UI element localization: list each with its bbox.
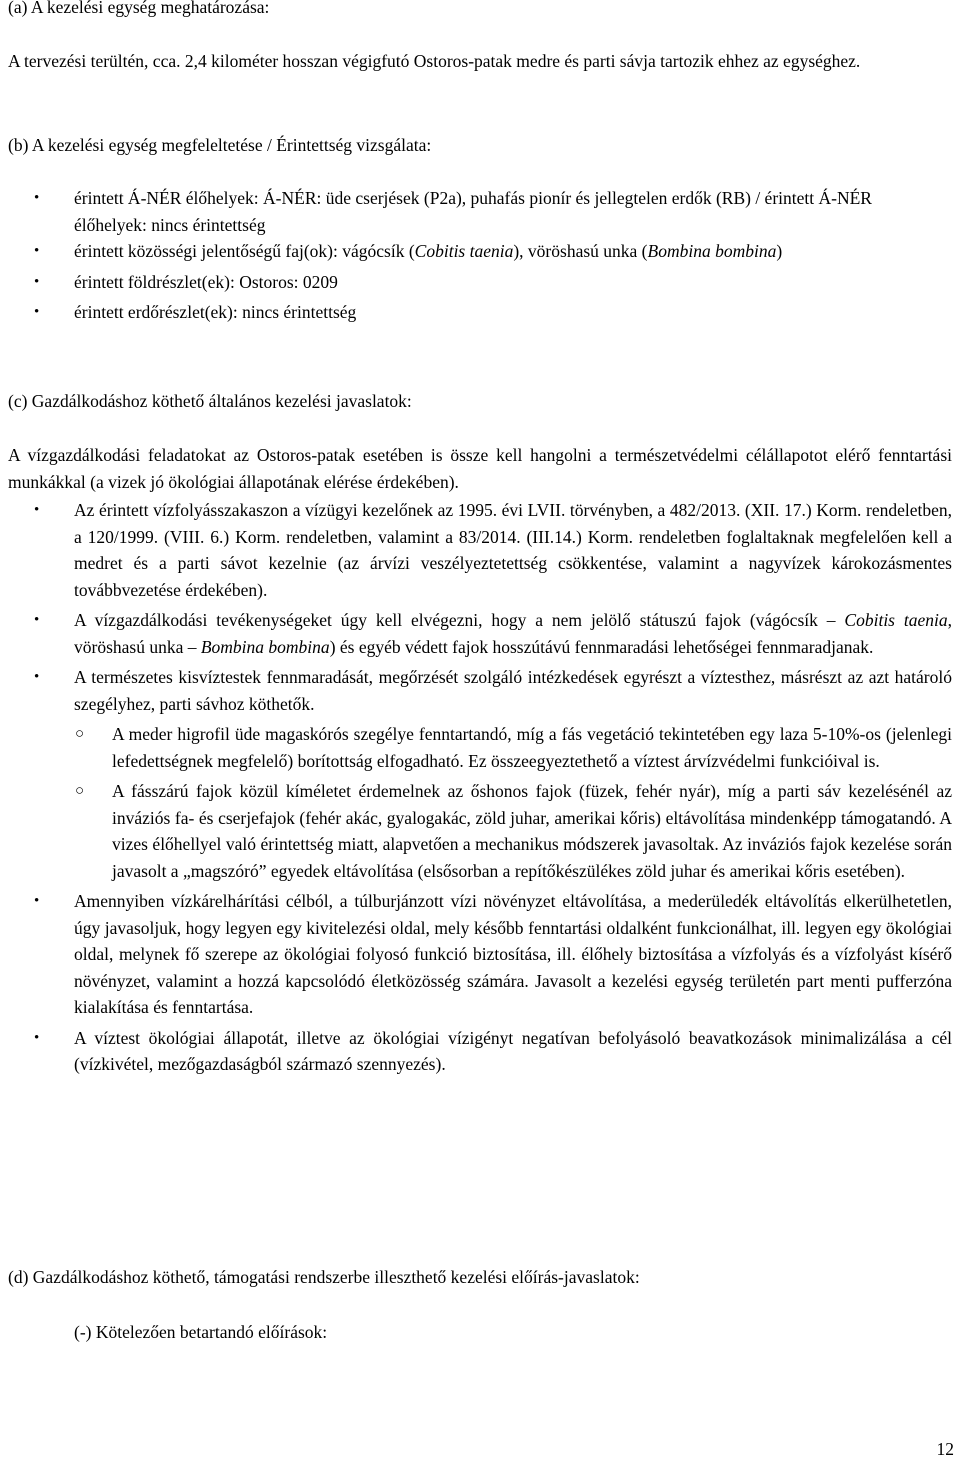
section-c-heading: (c) Gazdálkodáshoz köthető általános kezelési javaslatok: (8, 391, 412, 411)
sub-list-item: ○ A meder higrofil üde magaskórós szegélye fenntartandó, míg a fás vegetáció tekintetében egy laza 5-10%-os (jelenlegi lefedettségnek megfelelő) borítottság elfogadható. Ez összeegyeztethető a víztest árvízvédelmi funkcióival is. (8, 721, 952, 774)
species-name: Cobitis taenia (844, 610, 948, 630)
list-item: • Az érintett vízfolyásszakaszon a vízügyi kezelőnek az 1995. évi LVII. törvényben, a 482/2013. (XII. 17.) Korm. rendeletben, a 120/1999. (VIII. 6.) Korm. rendeletben, valamint a 83/2014. (III.14.) Korm. rendeletben foglaltaknak megfelelően kell a medret és a parti sávot kezelnie (az árvízi veszélyeztetettség csökkentése, valamint a nagyvízek károkozásmentes továbbvezetése érdekében). (8, 497, 952, 603)
bullet-icon: • (34, 669, 40, 685)
list-item: • A vízgazdálkodási tevékenységeket úgy kell elvégezni, hogy a nem jelölő státuszú fajok (vágócsík – Cobitis taenia, vöröshasú unka – Bombina bombina) és egyéb védett fajok hosszútávú fennmaradási lehetőségei fennmaradjanak. (8, 607, 952, 660)
section-b-list (8, 185, 952, 326)
species-name: Bombina bombina (647, 241, 777, 261)
circle-bullet-icon: ○ (75, 726, 85, 742)
list-item: • érintett Á-NÉR élőhelyek: Á-NÉR: üde cserjések (P2a), puhafás pionír és jellegtelen erdők (RB) / érintett Á-NÉR élőhelyek: nincs érintettség (8, 185, 924, 238)
page-number: 12 (936, 1439, 954, 1459)
section-a-text: A tervezési terültén, cca. 2,4 kilométer hosszan végigfutó Ostoros-patak medre és parti sávja tartozik ehhez az egységhez. (8, 51, 861, 71)
species-name: Cobitis taenia (414, 241, 514, 261)
list-item: • A víztest ökológiai állapotát, illetve az ökológiai vízigényt negatívan befolyásoló beavatkozások minimalizálása a cél (vízkivétel, mezőgazdaságból származó szennyezés). (8, 1025, 952, 1078)
bullet-icon: • (34, 273, 40, 290)
list-item: • Amennyiben vízkárelhárítási célból, a túlburjánzott vízi növényzet eltávolítása, a mederüledék eltávolítás elkerülhetetlen, úgy javasoljuk, hogy legyen egy kivitelezési oldal, mely később fenntartási oldalként funkcionálhat, ill. legyen egy ökológiai oldal, melynek fő szerepe az ökológiai folyosó funkció biztosítása, ill. élőhely biztosítása a vízfolyás és a vízfolyást kísérő növényzet, valamint a hozzá kapcsolódó életközösség számára. Javasolt a kezelési egység területén part menti pufferzóna kialakítása és fenntartása. (8, 888, 952, 1021)
bullet-icon: • (34, 304, 40, 320)
section-a-heading: (a) A kezelési egység meghatározása: (8, 0, 270, 17)
bullet-icon: • (34, 612, 40, 628)
section-b-heading: (b) A kezelési egység megfeleltetése / Érintettség vizsgálata: (8, 135, 432, 155)
section-c-intro: A vízgazdálkodási feladatokat az Ostoros-patak esetében is össze kell hangolni a természetvédelmi célállapotot elérő fenntartási munkákkal (a vizek jó ökológiai állapotának elérése érdekében). (8, 445, 952, 492)
bullet-icon: • (34, 1029, 40, 1046)
bullet-icon: • (34, 243, 40, 259)
bullet-icon: • (34, 502, 40, 518)
bullet-icon: • (34, 893, 40, 909)
sub-list-item: ○ A fásszárú fajok közül kíméletet érdemelnek az őshonos fajok (füzek, fehér nyár), míg a parti sáv kezelésénél az inváziós fa- és cserjefajok (fehér akác, gyalogakác, zöld juhar, amerikai kőris) eltávolítása mindenképp támogatandó. A vizes élőhellyel való érintettség miatt, alapvetően a mechanikus módszerek javasoltak. Az inváziós fajok kezelése során javasolt a „magszóró” egyedek eltávolítása (elsősorban a repítőkészülékes zöld juhar és amerikai kőris esetében). (8, 778, 952, 884)
species-name: Bombina bombina (200, 636, 330, 657)
section-d-subheading: (-) Kötelezően betartandó előírások: (74, 1322, 328, 1342)
list-item: • érintett erdőrészlet(ek): nincs érintettség (8, 299, 952, 326)
bullet-icon: • (34, 190, 40, 206)
section-c-list (8, 497, 952, 1078)
list-item: • A természetes kisvíztestek fennmaradását, megőrzését szolgáló intézkedések egyrészt a víztesthez, másrészt az azt határoló szegélyhez, parti sávhoz köthetők. (8, 664, 952, 717)
section-d-heading: (d) Gazdálkodáshoz köthető, támogatási rendszerbe illeszthető kezelési előírás-javaslatok: (8, 1267, 640, 1287)
circle-bullet-icon: ○ (75, 783, 85, 799)
list-item: • érintett földrészlet(ek): Ostoros: 0209 (8, 269, 952, 296)
list-item: • érintett közösségi jelentőségű faj(ok): vágócsík (Cobitis taenia), vöröshasú unka (Bombina bombina) (8, 238, 924, 265)
